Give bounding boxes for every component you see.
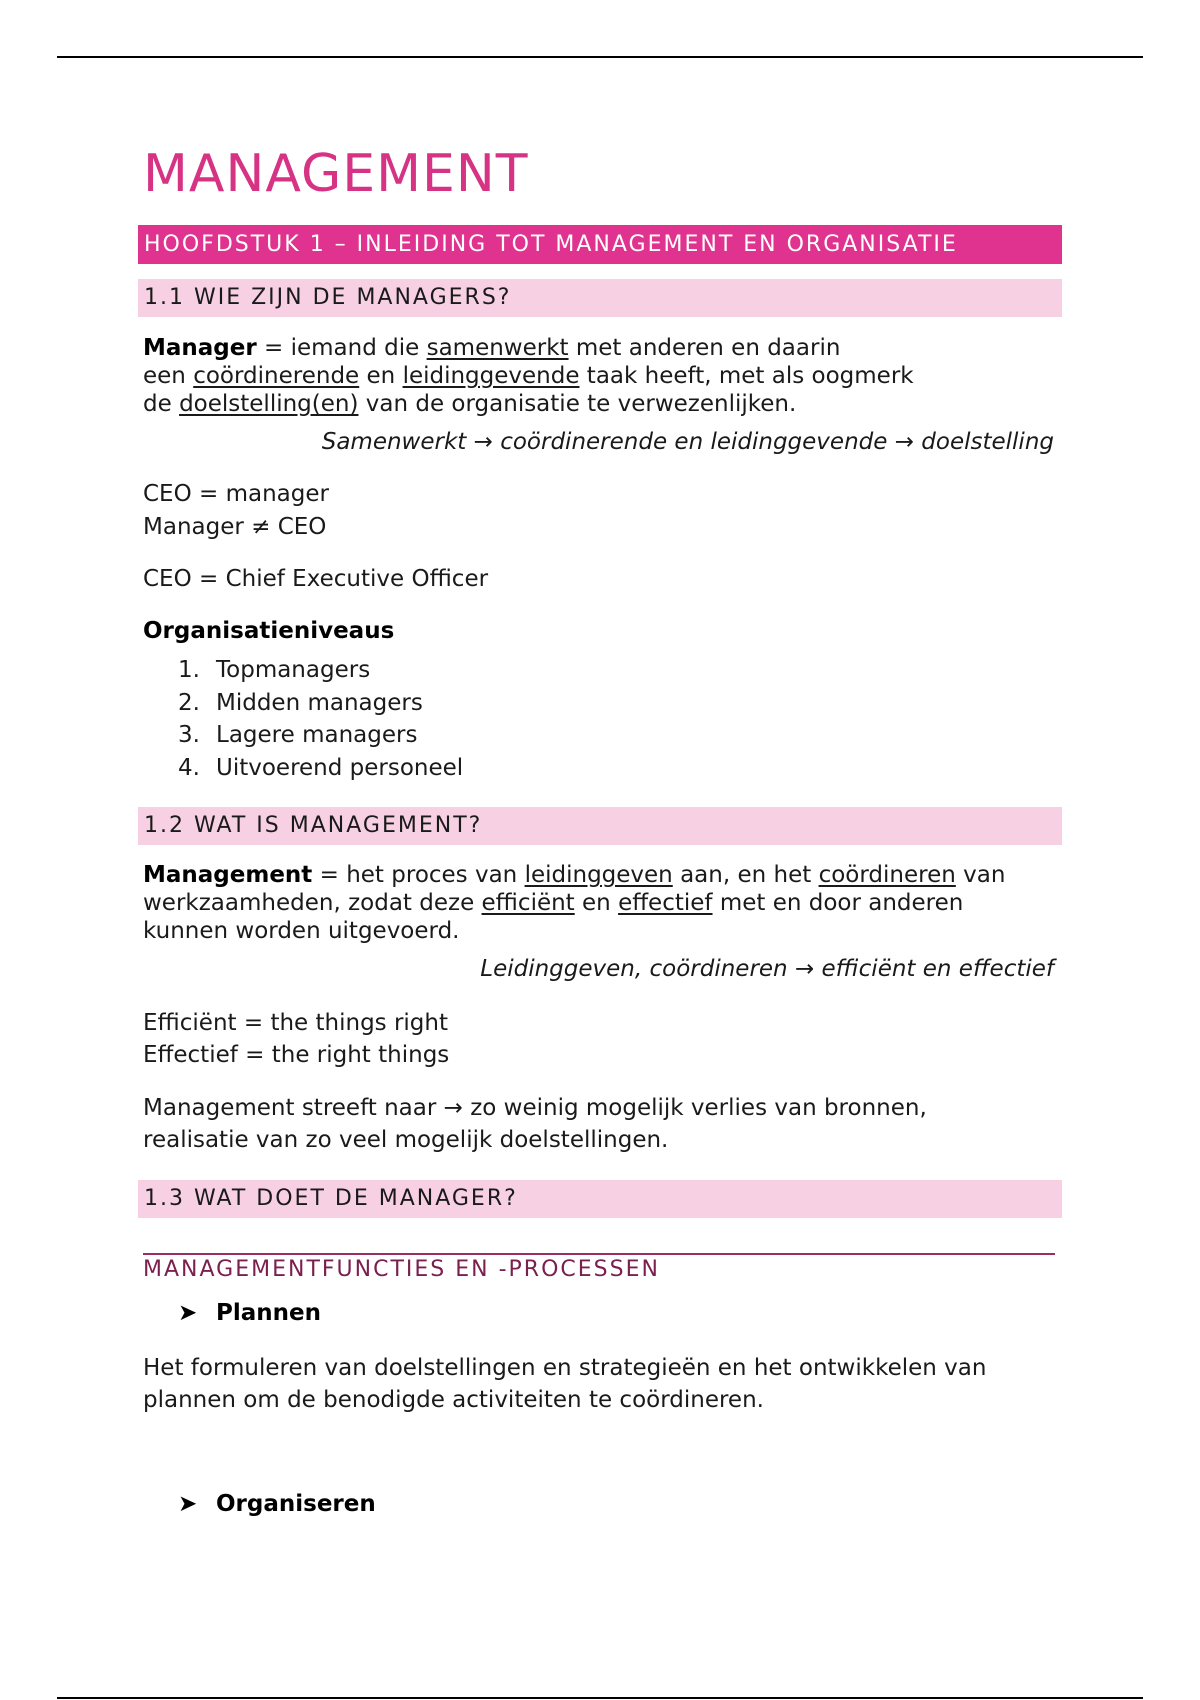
underlined-text: coördinerende <box>193 363 360 389</box>
plannen-text-line-1: Het formuleren van doelstellingen en strategieën en het ontwikkelen van <box>143 1355 987 1381</box>
list-number: 3. <box>178 722 200 748</box>
bullet-plannen <box>178 1300 321 1326</box>
underlined-text: samenwerkt <box>426 335 569 361</box>
manager-def-line-2 <box>143 362 914 390</box>
term-management: Management <box>143 862 313 888</box>
text: en <box>359 363 403 389</box>
top-rule <box>57 56 1143 58</box>
section-heading-1-2: 1.2 WAT IS MANAGEMENT? <box>138 807 1062 845</box>
section-heading-1-3: 1.3 WAT DOET DE MANAGER? <box>138 1180 1062 1218</box>
underlined-text: coördineren <box>818 862 956 888</box>
list-label: Topmanagers <box>216 657 371 683</box>
text: = het proces van <box>312 862 525 888</box>
list-item <box>178 687 463 720</box>
strives-line-1: Management streeft naar → zo weinig mogelijk verlies van bronnen, <box>143 1095 927 1121</box>
manager-def-line-3 <box>143 390 914 418</box>
effective-line: Effectief = the right things <box>143 1042 450 1068</box>
text: werkzaamheden, zodat deze <box>143 890 482 916</box>
text: aan, en het <box>672 862 819 888</box>
bullet-label: Plannen <box>216 1300 321 1326</box>
plannen-text-line-2: plannen om de benodigde activiteiten te coördineren. <box>143 1387 764 1413</box>
functions-heading: MANAGEMENTFUNCTIES EN -PROCESSEN <box>143 1257 660 1282</box>
manager-definition <box>143 334 914 418</box>
list-number: 4. <box>178 754 200 781</box>
list-item <box>178 719 463 752</box>
list-label: Lagere managers <box>216 722 418 748</box>
management-definition <box>143 861 1005 945</box>
efficient-line: Efficiënt = the things right <box>143 1010 448 1036</box>
arrow-bullet-icon: ➤ <box>178 1300 198 1326</box>
manager-summary: Samenwerkt → coördinerende en leidinggevende → doelstelling <box>321 429 1054 455</box>
management-def-line-1 <box>143 861 1005 889</box>
list-item <box>178 654 463 687</box>
list-label: Midden managers <box>216 689 423 716</box>
section-heading-1-1: 1.1 WIE ZIJN DE MANAGERS? <box>138 279 1062 317</box>
levels-heading: Organisatieniveaus <box>143 618 395 644</box>
management-summary: Leidinggeven, coördineren → efficiënt en effectief <box>480 956 1054 982</box>
management-def-line-3 <box>143 917 1005 945</box>
text: de <box>143 391 180 417</box>
strives-line-2: realisatie van zo veel mogelijk doelstellingen. <box>143 1127 669 1153</box>
subheading-rule <box>143 1253 1055 1255</box>
list-number: 1. <box>178 657 200 683</box>
page-title: MANAGEMENT <box>143 144 529 204</box>
ceo-line-1: CEO = manager <box>143 481 329 507</box>
bottom-rule <box>57 1697 1143 1699</box>
chapter-heading: HOOFDSTUK 1 – INLEIDING TOT MANAGEMENT EN ORGANISATIE <box>138 225 1062 264</box>
levels-list <box>178 654 463 784</box>
manager-def-line-1 <box>143 334 914 362</box>
management-def-line-2 <box>143 889 1005 917</box>
text: met en door anderen <box>712 890 964 916</box>
term-manager: Manager <box>143 335 257 361</box>
text: = iemand die <box>256 335 427 361</box>
text: van de organisatie te verwezenlijken. <box>358 391 797 417</box>
arrow-bullet-icon: ➤ <box>178 1491 198 1517</box>
text: en <box>574 890 619 916</box>
list-item <box>178 752 463 785</box>
text: kunnen worden uitgevoerd. <box>143 918 460 944</box>
underlined-text: effectief <box>618 890 713 916</box>
underlined-text: leidinggeven <box>524 862 673 888</box>
text: met anderen en daarin <box>568 335 841 361</box>
ceo-line-3: CEO = Chief Executive Officer <box>143 566 489 592</box>
underlined-text: efficiënt <box>481 890 575 916</box>
bullet-label: Organiseren <box>216 1491 376 1517</box>
underlined-text: doelstelling(en) <box>179 391 359 417</box>
text: van <box>955 862 1006 888</box>
underlined-text: leidinggevende <box>402 363 580 389</box>
text: taak heeft, met als oogmerk <box>579 363 914 389</box>
ceo-line-2: Manager ≠ CEO <box>143 514 327 540</box>
text: een <box>143 363 194 389</box>
bullet-organiseren <box>178 1491 376 1517</box>
list-number: 2. <box>178 689 200 716</box>
list-label: Uitvoerend personeel <box>216 754 464 781</box>
